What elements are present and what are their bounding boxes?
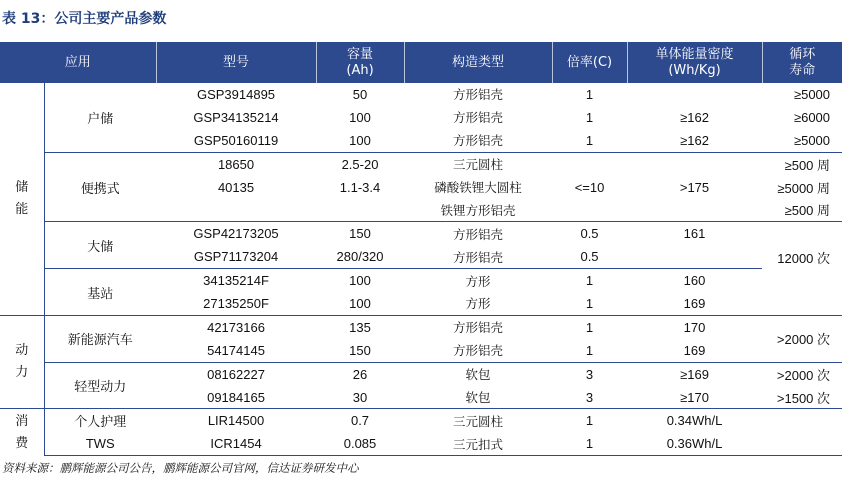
rate-cell: 1 xyxy=(585,86,594,102)
model-cell: 34135214F xyxy=(156,269,316,292)
model-cell: 42173166 xyxy=(156,315,316,338)
rate-cell: 0.5 xyxy=(580,249,599,265)
capacity-cell: 280/320 xyxy=(336,249,384,265)
capacity-cell xyxy=(316,198,404,221)
header-model: 型号 xyxy=(156,42,316,83)
capacity-cell: 100 xyxy=(349,132,371,148)
structure-cell: 软包 xyxy=(465,390,491,406)
subcategory-large-storage: 大储 xyxy=(44,222,156,269)
energy-cell: 0.36Wh/L xyxy=(627,432,762,455)
model-cell: GSP42173205 xyxy=(156,222,316,245)
cycle-cell: ≥5000 xyxy=(793,86,831,102)
model-cell: GSP34135214 xyxy=(193,109,279,125)
energy-cell: 169 xyxy=(683,342,706,358)
energy-cell xyxy=(627,245,762,268)
model-cell: 27135250F xyxy=(203,295,269,311)
capacity-cell: 100 xyxy=(316,269,404,292)
category-power: 动 力 xyxy=(0,315,44,409)
model-cell: 18650 xyxy=(156,152,316,175)
table-row xyxy=(0,315,842,338)
cycle-cell: >1500 次 xyxy=(776,390,831,406)
table-row xyxy=(0,152,842,175)
structure-cell: 铁锂方形铝壳 xyxy=(440,202,516,218)
header-application: 应用 xyxy=(0,42,156,83)
subcategory-home-storage: 户储 xyxy=(87,111,114,127)
energy-cell: 170 xyxy=(627,315,762,338)
category-storage: 储 能 xyxy=(0,83,44,315)
structure-cell: 方形铝壳 xyxy=(404,222,552,245)
subcategory-personal-care: 个人护理 xyxy=(44,409,156,432)
cycle-cell: 12000 次 xyxy=(762,222,842,269)
table-row xyxy=(0,362,842,385)
capacity-cell: 100 xyxy=(349,295,371,311)
structure-cell: 方形 xyxy=(465,296,491,312)
cycle-cell: ≥5000 xyxy=(793,132,831,148)
energy-cell: ≥170 xyxy=(680,389,709,405)
cycle-cell xyxy=(762,409,842,432)
structure-cell: 三元圆柱 xyxy=(404,409,552,432)
cycle-cell xyxy=(762,269,842,292)
subcategory-portable: 便携式 xyxy=(44,152,156,222)
subcategory-tws: TWS xyxy=(44,432,156,455)
capacity-cell: 0.7 xyxy=(316,409,404,432)
product-params-table xyxy=(0,42,842,456)
rate-cell: <=10 xyxy=(552,152,627,222)
model-cell: GSP50160119 xyxy=(193,132,279,148)
model-cell xyxy=(156,198,316,221)
header-rate: 倍率(C) xyxy=(552,42,627,83)
cycle-cell: >2000 次 xyxy=(762,315,842,362)
model-cell: 08162227 xyxy=(156,362,316,385)
rate-cell: 0.5 xyxy=(552,222,627,245)
table-row xyxy=(0,83,842,106)
table-title: 表 13：公司主要产品参数 xyxy=(2,11,167,27)
structure-cell: 磷酸铁锂大圆柱 xyxy=(434,180,522,195)
model-cell: LIR14500 xyxy=(156,409,316,432)
model-cell: 40135 xyxy=(217,179,255,195)
cycle-cell: ≥500 周 xyxy=(784,203,831,219)
cycle-cell: ≥500 周 xyxy=(762,152,842,175)
structure-cell: 方形铝壳 xyxy=(453,87,504,103)
model-cell: GSP3914895 xyxy=(196,86,276,102)
header-row xyxy=(0,42,842,83)
rate-cell: 1 xyxy=(585,342,594,358)
rate-cell: 1 xyxy=(552,269,627,292)
energy-cell: 160 xyxy=(627,269,762,292)
structure-cell: 方形 xyxy=(404,269,552,292)
rate-cell: 1 xyxy=(552,409,627,432)
capacity-cell: 0.085 xyxy=(316,432,404,455)
capacity-cell: 2.5-20 xyxy=(316,152,404,175)
capacity-cell: 26 xyxy=(316,362,404,385)
rate-cell: 1 xyxy=(585,109,594,125)
energy-cell: >175 xyxy=(627,152,762,222)
rate-cell: 1 xyxy=(552,432,627,455)
header-capacity: 容量 (Ah) xyxy=(316,42,404,83)
subcategory-base-station: 基站 xyxy=(44,269,156,316)
table-row xyxy=(0,269,842,292)
structure-cell: 软包 xyxy=(404,362,552,385)
header-cycle-life: 循环 寿命 xyxy=(762,42,842,83)
header-energy-density: 单体能量密度 (Wh/Kg) xyxy=(627,42,762,83)
cycle-cell: >2000 次 xyxy=(762,362,842,385)
structure-cell: 方形铝壳 xyxy=(453,249,504,265)
energy-cell: ≥162 xyxy=(680,132,709,148)
category-consumer: 消 费 xyxy=(0,409,44,456)
rate-cell: 1 xyxy=(585,132,594,148)
rate-cell: 3 xyxy=(585,389,594,405)
structure-cell: 方形铝壳 xyxy=(453,343,504,359)
capacity-cell: 135 xyxy=(316,315,404,338)
table-row xyxy=(0,222,842,245)
cycle-cell: ≥5000 周 xyxy=(777,180,831,196)
energy-cell: 0.34Wh/L xyxy=(627,409,762,432)
cycle-cell: ≥6000 xyxy=(793,109,831,125)
source-note: 资料来源：鹏辉能源公司公告，鹏辉能源公司官网，信达证券研发中心 xyxy=(2,461,359,475)
table-row xyxy=(0,432,842,455)
capacity-cell: 30 xyxy=(352,389,368,405)
energy-cell: 161 xyxy=(627,222,762,245)
energy-cell: ≥169 xyxy=(627,362,762,385)
capacity-cell: 50 xyxy=(352,86,368,102)
rate-cell: 1 xyxy=(552,315,627,338)
subcategory-light-power: 轻型动力 xyxy=(44,362,156,409)
cycle-cell xyxy=(762,292,842,315)
rate-cell: 3 xyxy=(552,362,627,385)
model-cell: ICR1454 xyxy=(156,432,316,455)
structure-cell: 三元圆柱 xyxy=(404,152,552,175)
energy-cell: ≥162 xyxy=(680,109,709,125)
capacity-cell: 100 xyxy=(349,109,371,125)
structure-cell: 方形铝壳 xyxy=(453,110,504,126)
cycle-cell xyxy=(762,432,842,455)
model-cell: GSP71173204 xyxy=(193,249,279,265)
structure-cell: 方形铝壳 xyxy=(453,133,504,149)
capacity-cell: 1.1-3.4 xyxy=(339,179,381,195)
table-row xyxy=(0,409,842,432)
model-cell: 09184165 xyxy=(207,389,265,405)
structure-cell: 方形铝壳 xyxy=(404,315,552,338)
capacity-cell: 150 xyxy=(349,342,371,358)
capacity-cell: 150 xyxy=(316,222,404,245)
model-cell: 54174145 xyxy=(207,342,265,358)
energy-cell: 169 xyxy=(683,295,706,311)
structure-cell: 三元扣式 xyxy=(404,432,552,455)
header-structure: 构造类型 xyxy=(404,42,552,83)
rate-cell: 1 xyxy=(585,295,594,311)
energy-cell xyxy=(627,83,762,106)
subcategory-ev: 新能源汽车 xyxy=(44,315,156,362)
